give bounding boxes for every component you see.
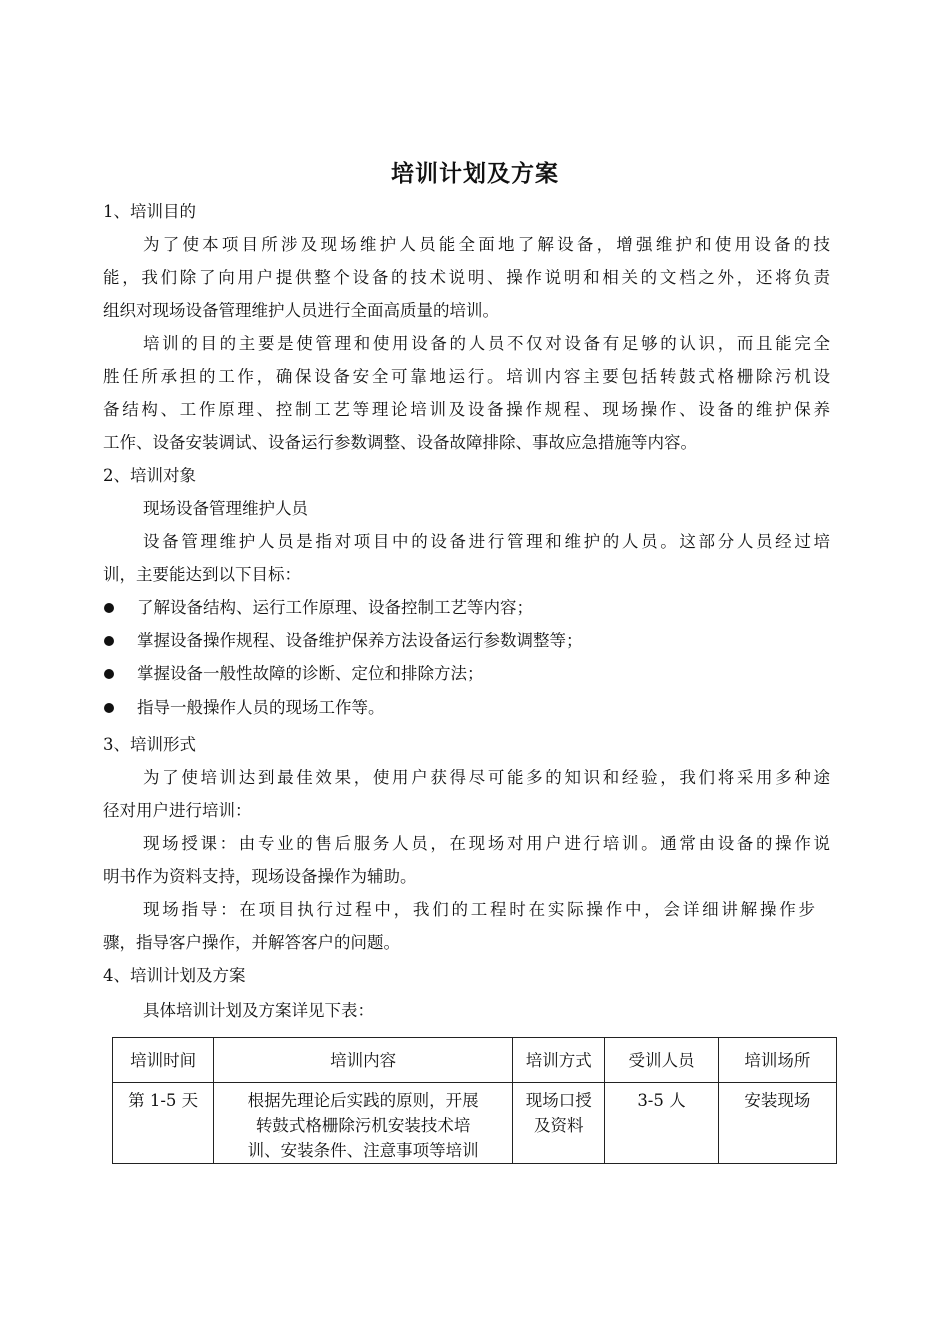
header-content: 培训内容 [214, 1038, 513, 1083]
cell-place [718, 1083, 836, 1164]
cell-content-line: 转鼓式格栅除污机安装技术培 [255, 1116, 471, 1135]
section-3-para-3-line-1: 现场指导：在项目执行过程中，我们的工程时在实际操作中，会详细讲解操作步 [143, 900, 815, 919]
cell-people [605, 1083, 718, 1164]
bullet-icon [104, 603, 114, 613]
section-1-heading: 1、培训目的 [103, 202, 196, 221]
section-3-para-1-line-2: 径对用户进行培训： [103, 801, 252, 820]
cell-method-line: 现场口授 [525, 1091, 592, 1110]
bullet-item: 指导一般操作人员的现场工作等。 [137, 698, 385, 717]
bullet-item: 了解设备结构、运行工作原理、设备控制工艺等内容； [137, 598, 533, 617]
cell-content-line: 训、安装条件、注意事项等培训 [247, 1141, 479, 1160]
section-3-para-3-line-2: 骤，指导客户操作，并解答客户的问题。 [103, 933, 400, 952]
bullet-icon [104, 636, 114, 646]
section-1-para-2-line-3: 备结构、工作原理、控制工艺等理论培训及设备操作规程、现场操作、设备的维护保养 [103, 400, 830, 419]
bullet-icon [104, 669, 114, 679]
section-2-para-line-1: 设备管理维护人员是指对项目中的设备进行管理和维护的人员。这部分人员经过培 [143, 532, 830, 551]
cell-people-text: 3-5 人 [637, 1091, 686, 1110]
cell-method-line: 及资料 [533, 1116, 584, 1135]
bullet-item: 掌握设备一般性故障的诊断、定位和排除方法； [137, 664, 484, 683]
cell-content [214, 1083, 513, 1164]
section-4-heading: 4、培训计划及方案 [103, 966, 246, 985]
section-3-para-2-line-2: 明书作为资料支持，现场设备操作为辅助。 [103, 867, 417, 886]
cell-place-text: 安装现场 [744, 1091, 811, 1110]
section-4-intro: 具体培训计划及方案详见下表： [143, 1001, 374, 1020]
cell-time-text: 第 1-5 天 [128, 1091, 199, 1110]
section-1-para-2-line-2: 胜任所承担的工作，确保设备安全可靠地运行。培训内容主要包括转鼓式格栅除污机设 [103, 367, 830, 386]
cell-time [113, 1083, 214, 1164]
header-people: 受训人员 [605, 1038, 718, 1083]
section-1-para-1-line-3: 组织对现场设备管理维护人员进行全面高质量的培训。 [103, 301, 499, 320]
section-3-para-1-line-1: 为了使培训达到最佳效果，使用户获得尽可能多的知识和经验，我们将采用多种途 [143, 768, 830, 787]
section-3-para-2-line-1: 现场授课：由专业的售后服务人员，在现场对用户进行培训。通常由设备的操作说 [143, 834, 830, 853]
section-1-para-2-line-4: 工作、设备安装调试、设备运行参数调整、设备故障排除、事故应急措施等内容。 [103, 433, 697, 452]
table-header-row [113, 1038, 837, 1083]
section-1-para-2-line-1: 培训的目的主要是使管理和使用设备的人员不仅对设备有足够的认识，而且能完全 [143, 334, 830, 353]
section-2-subheading: 现场设备管理维护人员 [143, 499, 308, 518]
section-2-heading: 2、培训对象 [103, 466, 196, 485]
section-1-para-1-line-1: 为了使本项目所涉及现场维护人员能全面地了解设备，增强维护和使用设备的技 [143, 235, 830, 254]
cell-content-line: 根据先理论后实践的原则，开展 [247, 1091, 479, 1110]
section-1-para-1-line-2: 能，我们除了向用户提供整个设备的技术说明、操作说明和相关的文档之外，还将负责 [103, 268, 830, 287]
table-row [113, 1083, 837, 1164]
section-3-heading: 3、培训形式 [103, 735, 196, 754]
header-place: 培训场所 [718, 1038, 836, 1083]
document-title: 培训计划及方案 [391, 160, 559, 187]
bullet-icon [104, 703, 114, 713]
training-plan-table [112, 1037, 837, 1164]
bullet-item: 掌握设备操作规程、设备维护保养方法设备运行参数调整等； [137, 631, 583, 650]
header-method: 培训方式 [513, 1038, 605, 1083]
section-2-para-line-2: 训，主要能达到以下目标： [103, 565, 301, 584]
cell-method [513, 1083, 605, 1164]
header-time: 培训时间 [113, 1038, 214, 1083]
